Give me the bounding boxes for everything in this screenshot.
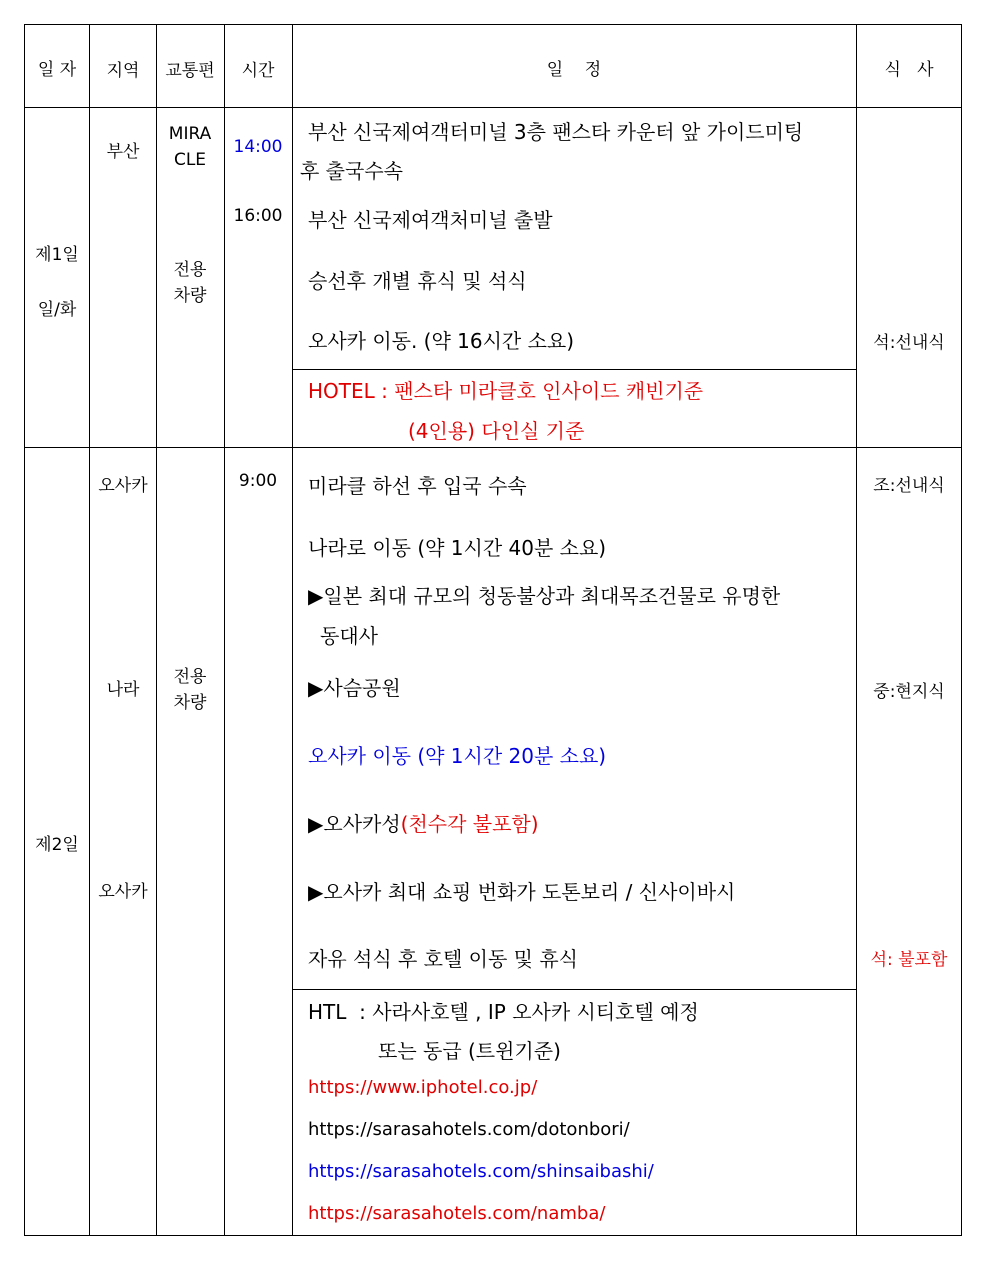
header-region: 지역 (106, 61, 140, 81)
day2-meal-3: 석: 불포함 (870, 950, 948, 970)
header-schedule: 일 정 (546, 60, 602, 80)
day2-meal-2: 중:현지식 (873, 682, 945, 702)
hotel1-divider (292, 369, 856, 370)
day2-line-2: 나라로 이동 (약 1시간 40분 소요) (308, 536, 607, 560)
day1-transport-2: CLE (173, 150, 207, 170)
header-meals: 식 사 (884, 60, 934, 80)
header-day: 일 자 (37, 60, 77, 80)
day2-line-6: 오사카 이동 (약 1시간 20분 소요) (308, 744, 607, 768)
day1-hotel-2: (4인용) 다인실 기준 (408, 419, 585, 443)
day2-url-3[interactable]: https://sarasahotels.com/shinsaibashi/ (308, 1161, 654, 1182)
day2-hotel-1: HTL : 사라사호텔 , IP 오사카 시티호텔 예정 (308, 1000, 699, 1024)
day2-line-4: 동대사 (320, 624, 378, 648)
day2-meal-1: 조:선내식 (873, 476, 945, 496)
day1-time-1: 14:00 (233, 137, 283, 157)
day2-line-7-text: ▶오사카성 (308, 812, 401, 836)
day2-hotel-2: 또는 동급 (트윈기준) (378, 1039, 561, 1063)
col-divider-3 (224, 24, 225, 1236)
day2-line-9: 자유 석식 후 호텔 이동 및 휴식 (308, 947, 578, 971)
day2-url-4[interactable]: https://sarasahotels.com/namba/ (308, 1203, 606, 1224)
day2-transport-1: 전용 (173, 667, 207, 687)
day1-hotel-1: HOTEL : 팬스타 미라클호 인사이드 캐빈기준 (308, 379, 704, 403)
day1-transport-1: MIRA (168, 124, 212, 144)
day1-line-4: 승선후 개별 휴식 및 석식 (308, 269, 527, 293)
day1-line-2: 후 출국수속 (300, 159, 403, 183)
day2-line-5: ▶사슴공원 (308, 676, 401, 700)
day2-line-7 (308, 808, 539, 837)
day1-line-1: 부산 신국제여객터미널 3층 팬스타 카운터 앞 가이드미팅 (308, 120, 804, 144)
day1-meal: 석:선내식 (873, 333, 945, 353)
day2-url-1[interactable]: https://www.iphotel.co.jp/ (308, 1077, 538, 1098)
day1-transport-4: 차량 (173, 286, 207, 306)
day2-transport-2: 차량 (173, 693, 207, 713)
day1-region: 부산 (106, 142, 140, 162)
day2-region-3: 오사카 (98, 882, 148, 902)
day2-line-1: 미라클 하선 후 입국 수속 (308, 474, 527, 498)
day2-line-7-note: (천수각 불포함) (400, 812, 539, 836)
day1-label: 제1일 (35, 245, 79, 265)
day2-line-3: ▶일본 최대 규모의 청동불상과 최대목조건물로 유명한 (308, 584, 781, 608)
day-divider (24, 447, 962, 448)
day2-label: 제2일 (35, 835, 79, 855)
header-divider (24, 107, 962, 108)
day1-time-2: 16:00 (233, 206, 283, 226)
day2-region-1: 오사카 (98, 476, 148, 496)
col-divider-1 (89, 24, 90, 1236)
day1-line-3: 부산 신국제여객처미널 출발 (308, 208, 553, 232)
day1-weekday: 일/화 (37, 300, 77, 320)
col-divider-5 (856, 24, 857, 1236)
day2-url-2[interactable]: https://sarasahotels.com/dotonbori/ (308, 1119, 630, 1140)
day2-line-8: ▶오사카 최대 쇼핑 번화가 도톤보리 / 신사이바시 (308, 880, 736, 904)
day2-region-2: 나라 (106, 680, 140, 700)
day2-time-1: 9:00 (238, 471, 278, 491)
header-transport: 교통편 (165, 61, 215, 81)
col-divider-4 (292, 24, 293, 1236)
col-divider-2 (156, 24, 157, 1236)
header-time: 시간 (241, 61, 275, 81)
day1-line-5: 오사카 이동. (약 16시간 소요) (308, 329, 575, 353)
hotel2-divider (292, 989, 856, 990)
day1-transport-3: 전용 (173, 260, 207, 280)
